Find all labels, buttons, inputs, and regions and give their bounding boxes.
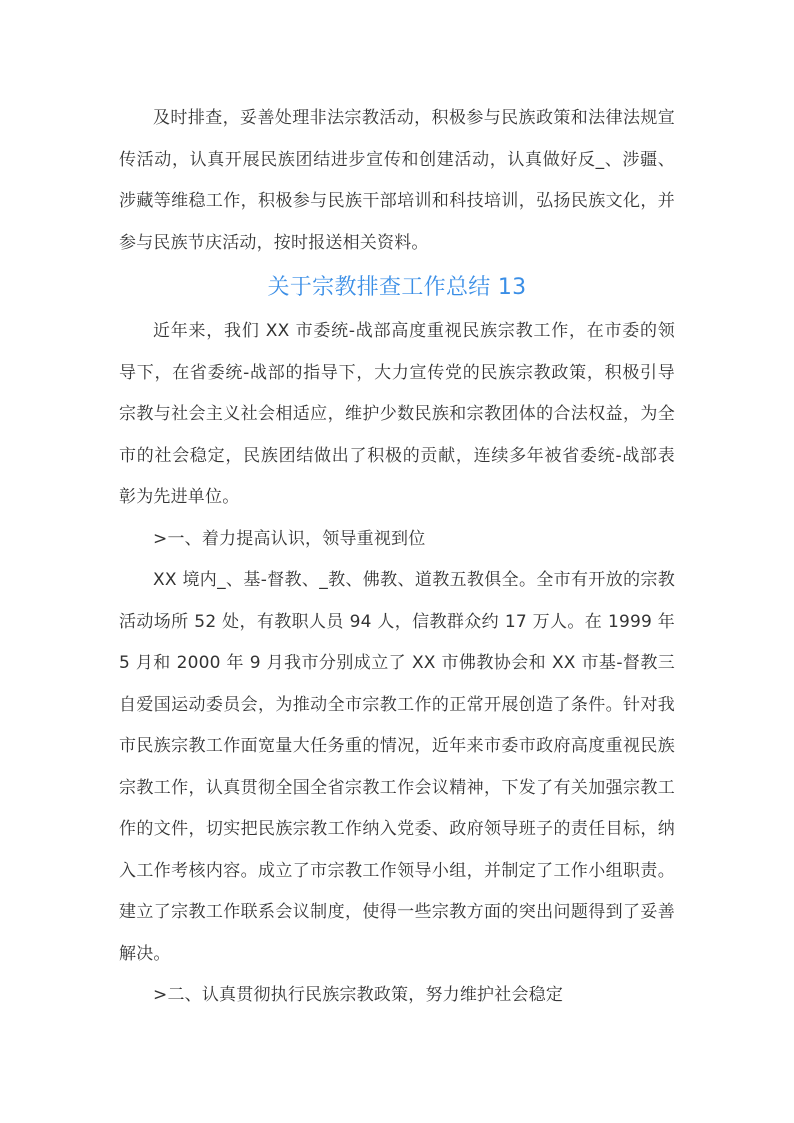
subheading-1: >一、着力提高认识，领导重视到位 [153,528,426,549]
section-title: 关于宗教排查工作总结 13 [267,275,527,300]
subheading-2: >二、认真贯彻执行民族宗教政策，努力维护社会稳定 [153,985,564,1005]
intro-paragraph: 近年来，我们 XX 市委统-战部高度重视民族宗教工作，在市委的领导下，在省委统-战部的指导下，大力宣传党的民族宗教政策，积极引导宗教与社会主义社会相适应，维护少数民族和宗教团体的合法权益，为全市的社会稳定，民族团结做出了积极的贡献，连续多年被省委统-战部表彰为先进单位。 [119,321,675,507]
document-page [119,98,675,1017]
body-paragraph-1: XX 境内_、基-督教、_教、佛教、道教五教俱全。全市有开放的宗教活动场所 52 处，有教职人员 94 人，信教群众约 17 万人。在 1999 年 5 月和 2000 年 9 月我市分别成立了 XX 市佛教协会和 XX 市基-督教三自爱国运动委员会，为推动全市宗教工作的正常开展创造了条件。针对我市民族宗教工作面宽量大任务重的情况，近年来市委市政府高度重视民族宗教工作，认真贯彻全国全省宗教工作会议精神，下发了有关加强宗教工作的文件，切实把民族宗教工作纳入党委、政府领导班子的责任目标，纳入工作考核内容。成立了市宗教工作领导小组，并制定了工作小组职责。建立了宗教工作联系会议制度，使得一些宗教方面的突出问题得到了妥善解决。 [119,570,675,964]
continuation-paragraph: 及时排查，妥善处理非法宗教活动，积极参与民族政策和法律法规宣传活动，认真开展民族团结进步宣传和创建活动，认真做好反_、涉疆、涉藏等维稳工作，积极参与民族干部培训和科技培训，弘扬民族文化，并参与民族节庆活动，按时报送相关资料。 [119,108,675,253]
